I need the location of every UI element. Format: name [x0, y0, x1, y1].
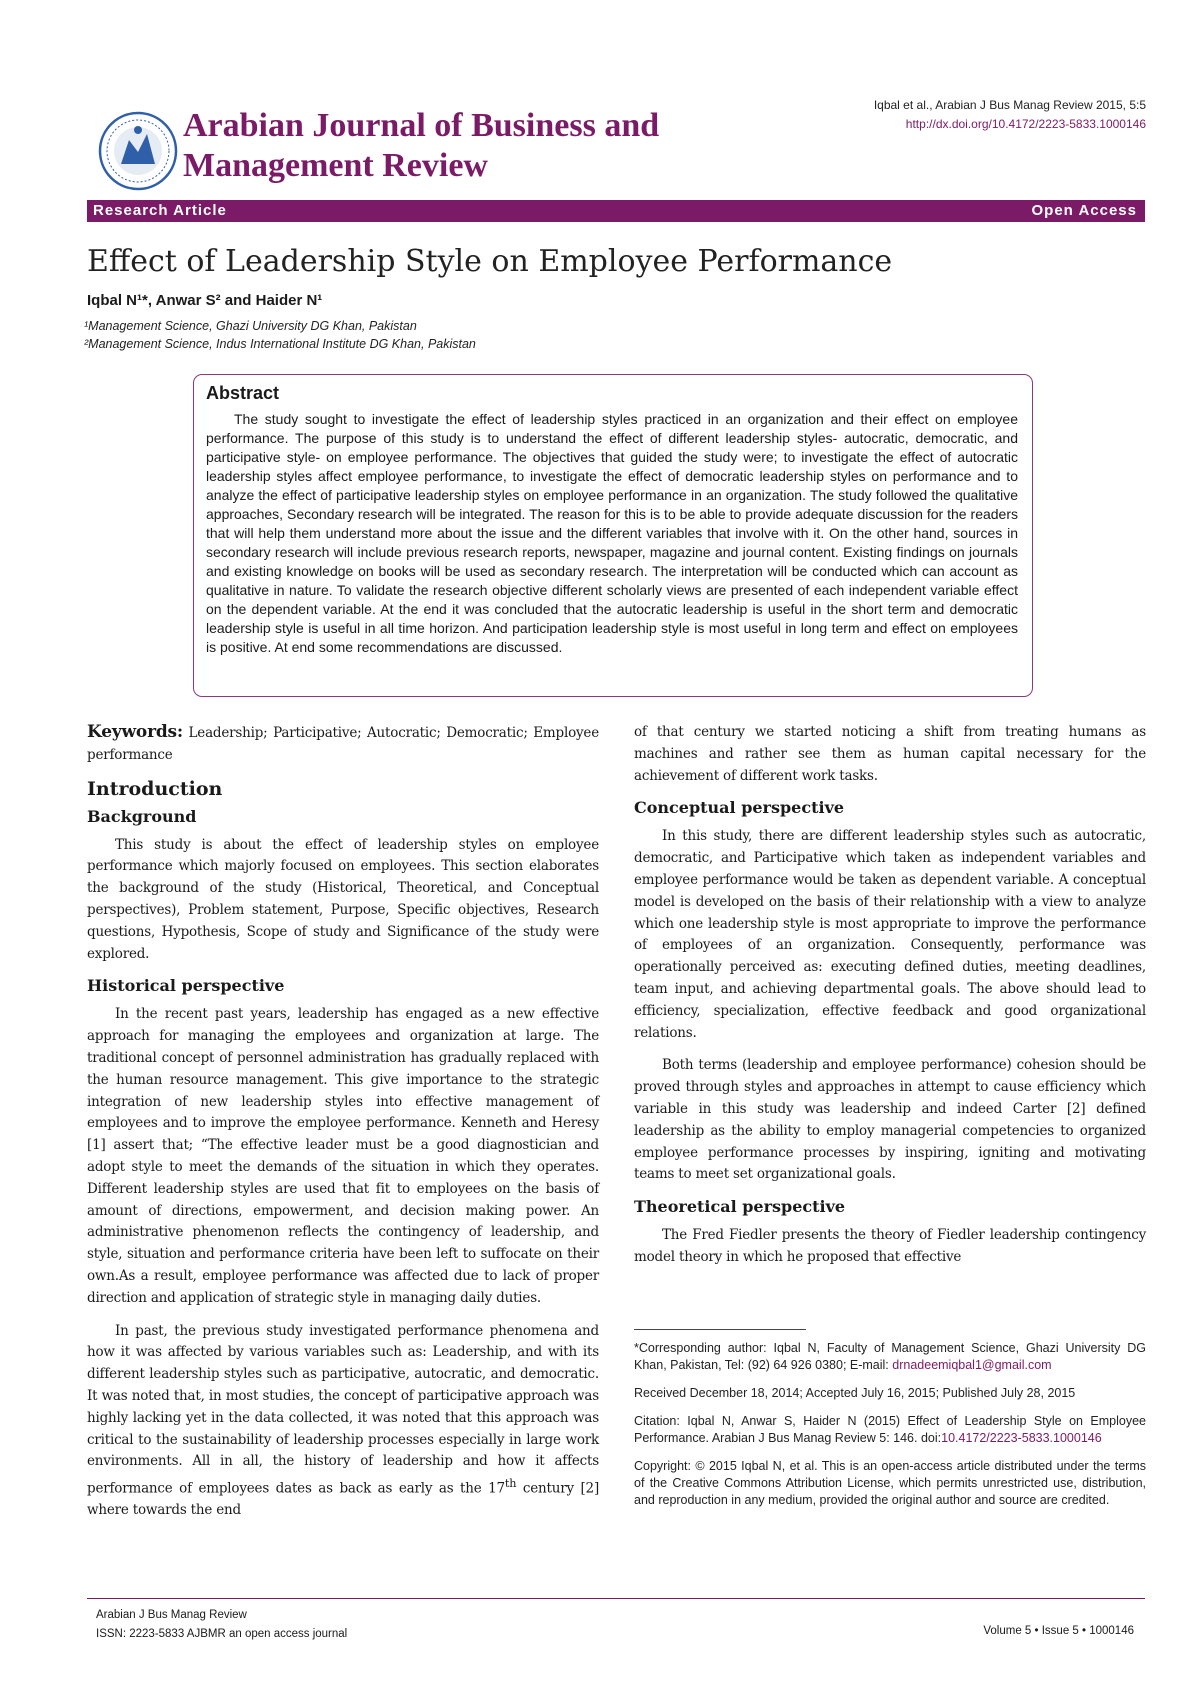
historical-heading: Historical perspective [87, 976, 285, 996]
conceptual-heading: Conceptual perspective [634, 798, 845, 818]
right-column [634, 722, 1146, 1280]
journal-title [183, 106, 659, 186]
conceptual-paragraph-2: Both terms (leadership and employee performance) cohesion should be proved through styles and approaches in attempt to cause efficiency which variable in this study was leadership and indeed Carter [2] defined leadership as the ability to employ managerial competencies to organized employee performance processes by inspiring, igniting and motivating teams to meet set organizational goals. [634, 1057, 1146, 1183]
affiliation-1: ¹Management Science, Ghazi University DG Khan, Pakistan [84, 319, 417, 333]
open-access-label: Open Access [1031, 202, 1137, 219]
footer-volume: Volume 5 • Issue 5 • 1000146 [983, 1625, 1134, 1637]
affiliation-2: ²Management Science, Indus International Institute DG Khan, Pakistan [84, 337, 476, 351]
author-email-link[interactable]: drnadeemiqbal1@gmail.com [892, 1358, 1052, 1372]
journal-title-line1: Arabian Journal of Business and [183, 107, 660, 144]
historical-paragraph-2-end: century [2] where towards the end [87, 1480, 600, 1519]
historical-paragraph-2-text: In past, the previous study investigated performance phenomena and how it was affected by various variables such as: Leadership, and with its different leadership styles such as participative, autocratic, and democratic. It was noted that, in most studies, the concept of participative approach was highly lacking yet in the data collected, it was noted that this approach was critical to the sustainability of leadership processes especially in large work environments. All in all, the history of leadership and how it affects performance of employees dates as back as early as the 17 [87, 1322, 599, 1497]
background-paragraph: This study is about the effect of leadership styles on employee performance which majorly focused on employees. This section elaborates the background of the study (Historical, Theoretical, and Conceptual perspectives), Problem statement, Purpose, Specific objectives, Research questions, Hypothesis, Scope of study and Significance of the study were explored. [87, 836, 599, 962]
left-column [87, 722, 599, 1533]
abstract-heading: Abstract [206, 383, 280, 403]
footer-issn: ISSN: 2223-5833 AJBMR an open access journal [96, 1628, 348, 1640]
article-banner [87, 200, 1145, 222]
keywords-paragraph [87, 722, 599, 767]
corresponding-author-note [634, 1340, 1146, 1374]
corresponding-author-text: *Corresponding author: Iqbal N, Faculty of Management Science, Ghazi University DG Khan, Pakistan, Tel: (92) 64 926 0380; E-mail: [634, 1341, 1146, 1372]
abstract-box [193, 374, 1033, 697]
historical-paragraph-1: In the recent past years, leadership has engaged as a new effective approach for managing the employees and organization at large. The traditional concept of personnel administration has gradually replaced with the human resource management. This give importance to the strategic integration of new leadership styles into effective management of employees and to improve the employee performance. Kenneth and Heresy [1] assert that; “The effective leader must be a good diagnostician and adopt style to meet the demands of the situation in which they operates. Different leadership styles are used that fit to employees on the basis of amount of directions, empowerment, and decision making power. An administrative phenomenon reflects the contingency of leadership, and style, situation and performance criteria have been left to suffocate on their own.As a result, employee performance was affected due to lack of proper direction and application of strategic style in managing daily duties. [87, 1006, 599, 1306]
dates-note: Received December 18, 2014; Accepted July 16, 2015; Published July 28, 2015 [634, 1386, 1076, 1400]
continued-paragraph: of that century we started noticing a shift from treating humans as machines and rather see them as human capital necessary for the achievement of different work tasks. [634, 724, 1146, 784]
article-title: Effect of Leadership Style on Employee Performance [87, 244, 893, 279]
doi-link[interactable]: http://dx.doi.org/10.4172/2223-5833.1000146 [905, 117, 1146, 131]
journal-title-line2: Management Review [183, 147, 488, 184]
historical-paragraph-2 [87, 1321, 599, 1523]
superscript-th: th [504, 1477, 517, 1491]
theoretical-paragraph: The Fred Fiedler presents the theory of Fiedler leadership contingency model theory in which he proposed that effective [634, 1227, 1146, 1265]
citation-doi-link[interactable]: 10.4172/2223-5833.1000146 [941, 1431, 1102, 1445]
footnotes [634, 1340, 1146, 1520]
footer-left [96, 1606, 347, 1644]
keywords-list: Leadership; Participative; Autocratic; Democratic; Employee performance [87, 725, 599, 763]
theoretical-heading: Theoretical perspective [634, 1197, 846, 1217]
header-citation [874, 96, 1146, 134]
conceptual-paragraph-1: In this study, there are different leadership styles such as autocratic, democratic, and Participative which taken as independent variables and employee performance would be taken as dependent variable. A conceptual model is developed on the basis of their relationship with a view to analyze which one leadership style is most appropriate to improve the performance of employees of an organization. Consequently, performance was operationally perceived as: executing defined duties, meeting deadlines, team input, and achieving departmental goals. The above should lead to efficiency, specialization, effective feedback and good organizational relations. [634, 828, 1146, 1041]
copyright-note: Copyright: © 2015 Iqbal N, et al. This is an open-access article distributed under the terms of the Creative Commons Attribution License, which permits unrestricted use, distribution, and reproduction in any medium, provided the original author and source are credited. [634, 1459, 1146, 1507]
article-type-label: Research Article [93, 202, 227, 219]
keywords-label: Keywords: [87, 722, 183, 742]
background-heading: Background [87, 806, 197, 826]
citation-text: Citation: Iqbal N, Anwar S, Haider N (2015) Effect of Leadership Style on Employee Performance. Arabian J Bus Manag Review 5: 146. doi: [634, 1414, 1146, 1445]
footnote-divider [634, 1329, 806, 1330]
introduction-heading: Introduction [87, 777, 223, 800]
journal-logo-icon [97, 110, 179, 192]
abstract-text: The study sought to investigate the effect of leadership styles practiced in an organization and their effect on employee performance. The purpose of this study is to understand the effect of different leadership styles- autocratic, democratic, and participative style- on employee performance. The objectives that guided the study were; to investigate the effect of autocratic leadership styles affect employee performance, to investigate the effect of democratic leadership styles on performance and to analyze the effect of participative leadership styles on employee performance in an organization. The study followed the qualitative approaches, Secondary research will be integrated. The reason for this is to be able to provide adequate discussion for the readers that will help them understand more about the issue and the different variables that involve with it. On the other hand, sources in secondary research will include previous research reports, newspaper, magazine and journal content. Existing findings on journals and existing knowledge on books will be used as secondary research. The interpretation will be conducted which can account as qualitative in nature. To validate the research objective different scholarly views are presented of each independent variable effect on the dependent variable. At the end it was concluded that the autocratic leadership is useful in the short term and democratic leadership style is useful in all time horizon. And participation leadership style is most useful in long term and effect on employees is positive. At end some recommendations are discussed. [206, 411, 1018, 655]
footer-divider [87, 1598, 1145, 1599]
short-citation: Iqbal et al., Arabian J Bus Manag Review 2015, 5:5 [873, 98, 1146, 112]
citation-note [634, 1413, 1146, 1447]
author-list: Iqbal N¹*, Anwar S² and Haider N¹ [87, 292, 323, 309]
footer-journal: Arabian J Bus Manag Review [96, 1609, 247, 1621]
